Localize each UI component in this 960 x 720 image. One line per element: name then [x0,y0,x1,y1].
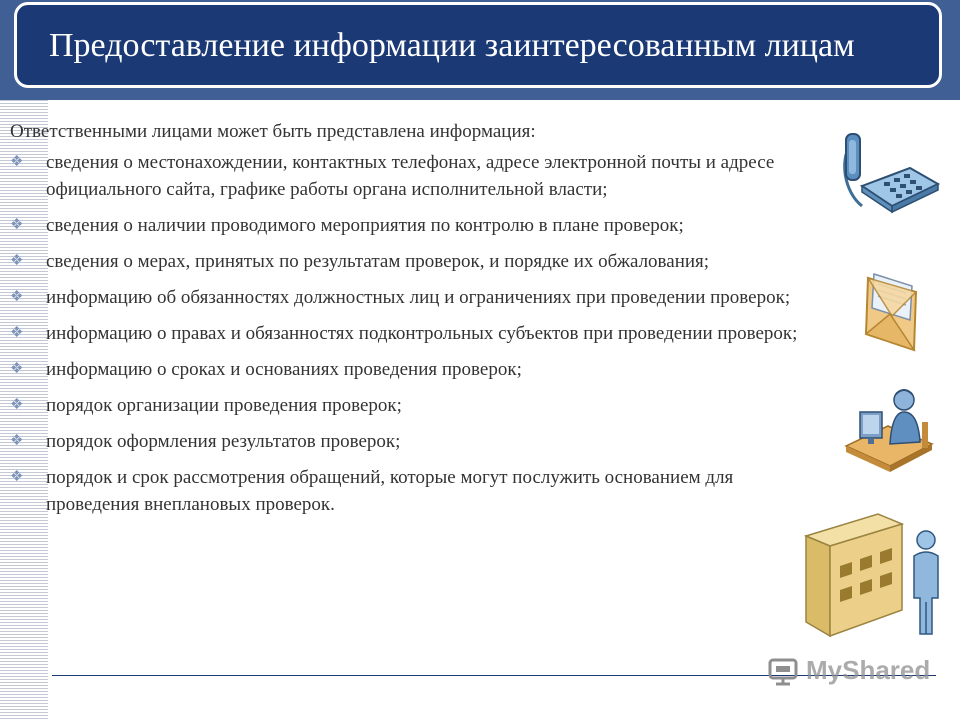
list-item-text: порядок оформления результатов проверок; [46,431,401,452]
list-item [10,464,810,518]
diamond-bullet-icon: ❖ [10,289,24,305]
list-item [10,428,810,455]
title-bar [14,2,942,88]
diamond-bullet-icon: ❖ [10,397,24,413]
list-item-text: информацию об обязанностях должностных лиц и ограничениях при проведении проверок; [46,287,791,308]
list-item-text: сведения о местонахождении, контактных телефонах, адресе электронной почты и адресе официального сайта, графике работы органа исполнительной власти; [46,152,775,200]
diamond-bullet-icon: ❖ [10,361,24,377]
telephone-icon [836,130,940,216]
building-person-icon [802,506,946,642]
list-item [10,248,810,275]
list-item [10,320,810,347]
diamond-bullet-icon: ❖ [10,217,24,233]
list-item [10,212,810,239]
office-worker-icon [842,386,934,476]
slide-content [10,118,810,527]
watermark [766,652,936,692]
intro-text: Ответственными лицами может быть представлена информация: [10,121,536,142]
envelope-icon [862,264,920,352]
list-item-text: порядок и срок рассмотрения обращений, которые могут послужить основанием для проведения внеплановых проверок. [46,467,734,515]
info-list [10,149,810,518]
list-item-text: сведения о наличии проводимого мероприятия по контролю в плане проверок; [46,215,684,236]
list-item-text: порядок организации проведения проверок; [46,395,402,416]
watermark-text: MyShared [806,655,931,685]
diamond-bullet-icon: ❖ [10,253,24,269]
list-item-text: информацию о правах и обязанностях подконтрольных субъектов при проведении проверок; [46,323,798,344]
list-item [10,356,810,383]
list-item-text: информацию о сроках и основаниях проведения проверок; [46,359,522,380]
diamond-bullet-icon: ❖ [10,154,24,170]
list-item [10,284,810,311]
list-item [10,392,810,419]
list-item-text: сведения о мерах, принятых по результатам проверок, и порядке их обжалования; [46,251,710,272]
slide-title: Предоставление информации заинтересованным лицам [49,27,855,64]
myshared-logo-icon [768,656,802,686]
diamond-bullet-icon: ❖ [10,469,24,485]
diamond-bullet-icon: ❖ [10,325,24,341]
list-item [10,149,810,203]
diamond-bullet-icon: ❖ [10,433,24,449]
